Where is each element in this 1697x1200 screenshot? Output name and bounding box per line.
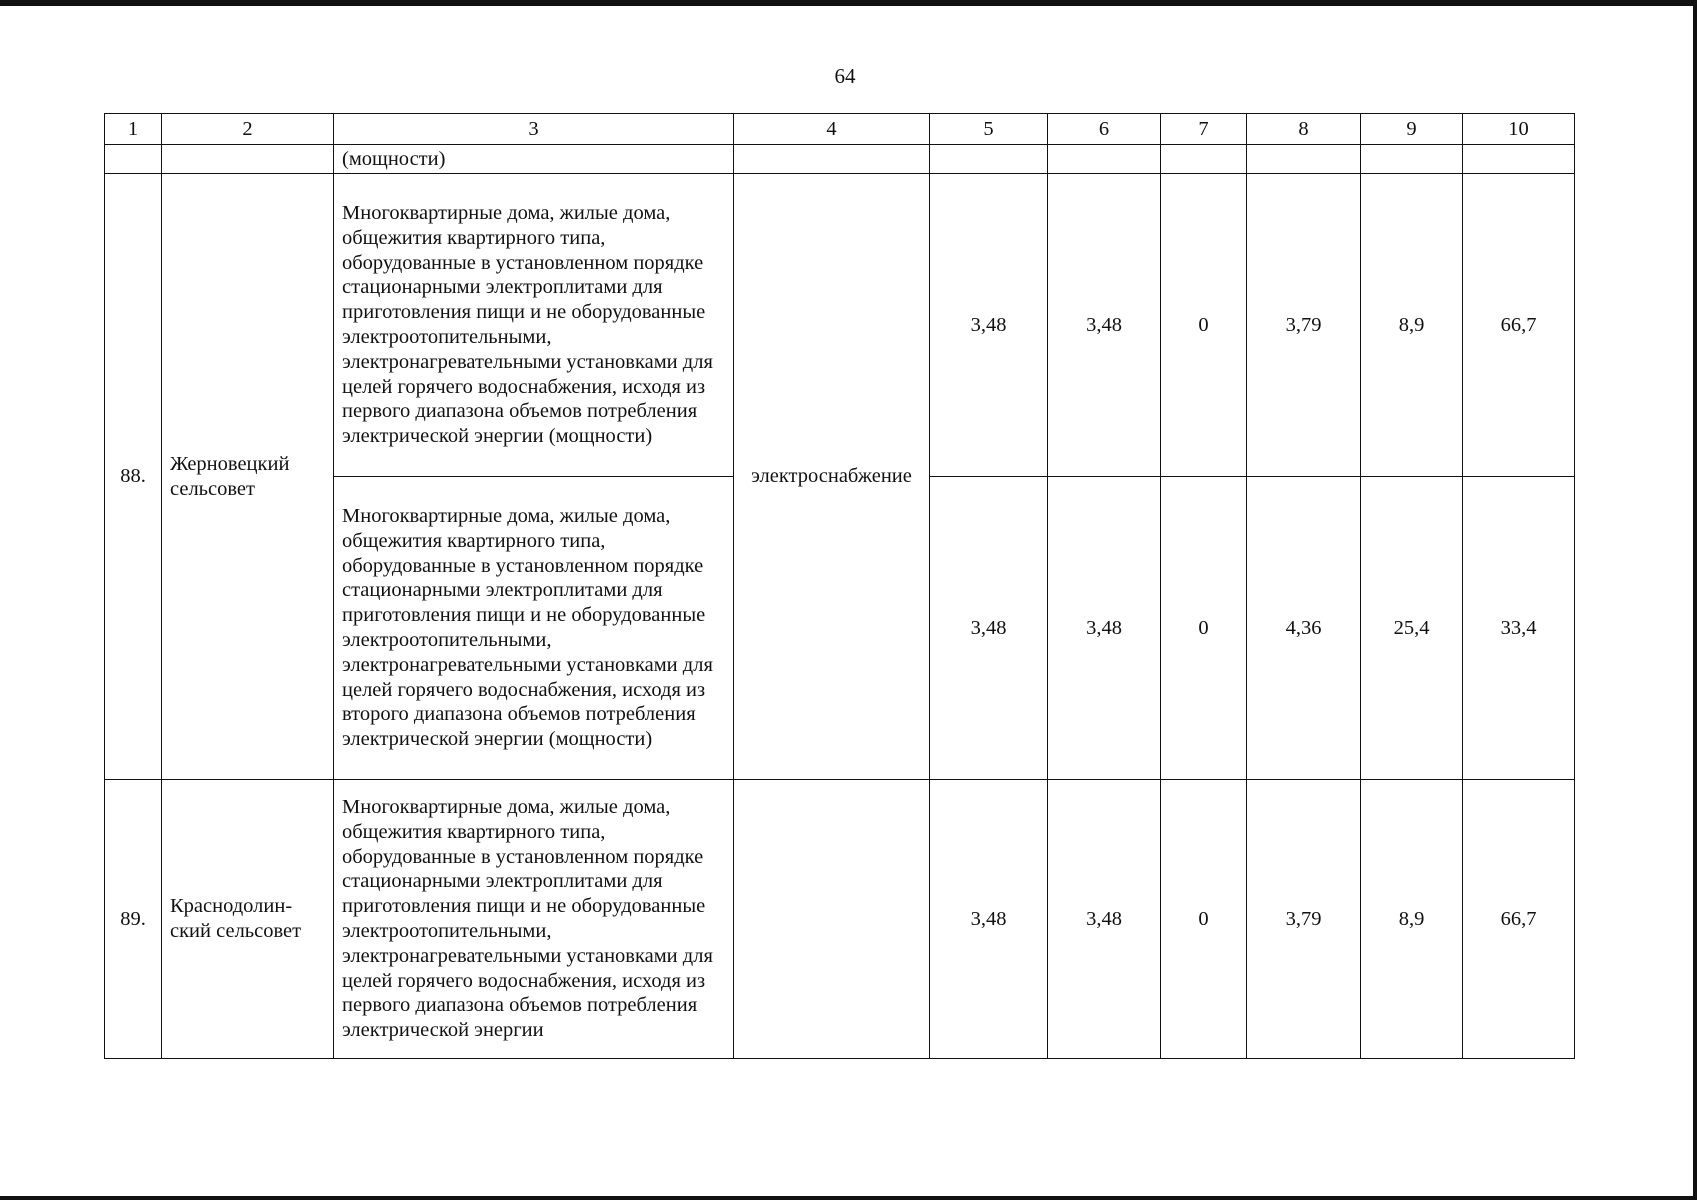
header-cell: 3: [334, 114, 734, 145]
settlement-name: Краснодолин-ский сельсовет: [162, 780, 334, 1059]
value-cell: 0: [1161, 780, 1247, 1059]
row-number: 88.: [105, 174, 162, 780]
consumer-description: Многоквартирные дома, жилые дома, общежития квартирного типа, оборудованные в установленном порядке стационарными электроплитами для приготовления пищи и не оборудованные электроотопительными, электронагревательными установками для целей горячего водоснабжения, исходя из первого диапазона объемов потребления электрической энергии (мощности): [334, 174, 734, 477]
value-cell: 4,36: [1247, 477, 1361, 780]
scan-border-bottom: [0, 1196, 1697, 1200]
continuation-row: [105, 145, 1575, 174]
header-cell: 5: [930, 114, 1048, 145]
value-cell: 3,48: [930, 174, 1048, 477]
table-row: [105, 780, 1575, 1059]
header-cell: 6: [1048, 114, 1161, 145]
value-cell: 25,4: [1361, 477, 1463, 780]
page-number: 64: [834, 64, 856, 88]
header-cell: 7: [1161, 114, 1247, 145]
value-cell: 66,7: [1463, 174, 1575, 477]
value-cell: 8,9: [1361, 174, 1463, 477]
value-cell: 0: [1161, 174, 1247, 477]
header-cell: 4: [734, 114, 930, 145]
header-row: [105, 114, 1575, 145]
value-cell: 66,7: [1463, 780, 1575, 1059]
continuation-text: (мощности): [334, 145, 734, 174]
value-cell: 3,79: [1247, 780, 1361, 1059]
header-cell: 8: [1247, 114, 1361, 145]
scan-border-right: [1693, 0, 1697, 1200]
value-cell: 0: [1161, 477, 1247, 780]
value-cell: 3,48: [930, 477, 1048, 780]
row-number: 89.: [105, 780, 162, 1059]
consumer-description: Многоквартирные дома, жилые дома, общежития квартирного типа, оборудованные в установленном порядке стационарными электроплитами для приготовления пищи и не оборудованные электроотопительными, электронагревательными установками для целей горячего водоснабжения, исходя из первого диапазона объемов потребления электрической энергии: [334, 780, 734, 1059]
value-cell: 3,48: [930, 780, 1048, 1059]
header-cell: 2: [162, 114, 334, 145]
service-type: электроснабжение: [734, 174, 930, 780]
consumer-description: Многоквартирные дома, жилые дома, общежития квартирного типа, оборудованные в установленном порядке стационарными электроплитами для приготовления пищи и не оборудованные электроотопительными, электронагревательными установками для целей горячего водоснабжения, исходя из второго диапазона объемов потребления электрической энергии (мощности): [334, 477, 734, 780]
header-cell: 1: [105, 114, 162, 145]
value-cell: 8,9: [1361, 780, 1463, 1059]
header-cell: 9: [1361, 114, 1463, 145]
value-cell: 33,4: [1463, 477, 1575, 780]
settlement-name: Жерновецкий сельсовет: [162, 174, 334, 780]
value-cell: 3,79: [1247, 174, 1361, 477]
table-row: [105, 174, 1575, 477]
value-cell: 3,48: [1048, 174, 1161, 477]
scan-border-top: [0, 0, 1697, 6]
value-cell: 3,48: [1048, 780, 1161, 1059]
tariff-table: [104, 113, 1575, 1059]
value-cell: 3,48: [1048, 477, 1161, 780]
header-cell: 10: [1463, 114, 1575, 145]
